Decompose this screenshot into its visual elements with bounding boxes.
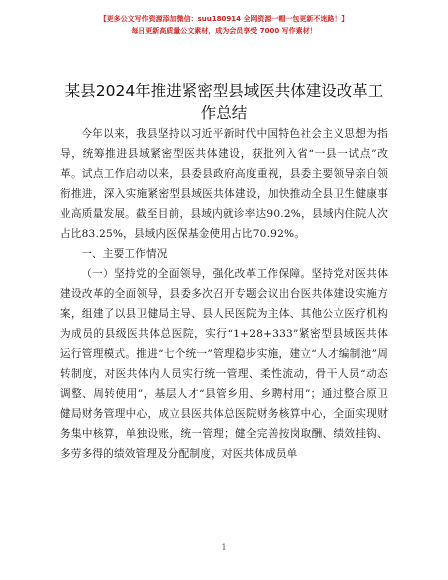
document-title: 某县2024年推进紧密型县域医共体建设改革工作总结 — [64, 82, 384, 122]
promo-line-1: 【更多公文写作资源添加微信：suu180914 全网资源一帽一包更新不迷路！】 — [99, 15, 349, 23]
document-body — [60, 124, 388, 464]
intro-paragraph: 今年以来，我县坚持以习近平新时代中国特色社会主义思想为指导，统筹推进县域紧密型医共体建设，获批列入省“一县一试点”改革。试点工作启动以来，县委县政府高度重视，县委主要领导亲自领衔推进，深入实施紧密型县域医共体建设，加快推动全县卫生健康事业高质量发展。截至目前，县域内就诊率达90.2%，县域内住院人次占比83.25%，县域内医保基金使用占比70.92%。 — [60, 128, 388, 240]
section-heading: 一、主要工作情况 — [81, 248, 168, 260]
subsection-paragraph: （一）坚持党的全面领导，强化改革工作保障。坚持党对医共体建设改革的全面领导，县委多次召开专题会议出台医共体建设实施方案，组建了以县卫健局主导、县人民医院为主体、其他公立医疗机构为成员的县级医共体总医院，实行“1+28+333”紧密型县域医共体运行管理模式。推进“七个统一”管理稳步实施，建立“人才编制池”周转制度，对医共体内人员实行统一管理、柔性流动，骨干人员“动态调整、周转使用”，基层人才“县管乡用、乡聘村用”；通过整合原卫健局财务管理中心，成立县医共体总医院财务核算中心，全面实现财务集中核算，单独设账，统一管理；健全完善按岗取酬、绩效挂钩、多劳多得的绩效管理及分配制度，对医共体成员单 — [60, 268, 388, 460]
promo-banner — [0, 13, 448, 37]
page-number: 1 — [221, 543, 227, 552]
promo-line-2: 每日更新高质量公文素材，成为会员享受 7000 写作素材！ — [131, 27, 317, 35]
